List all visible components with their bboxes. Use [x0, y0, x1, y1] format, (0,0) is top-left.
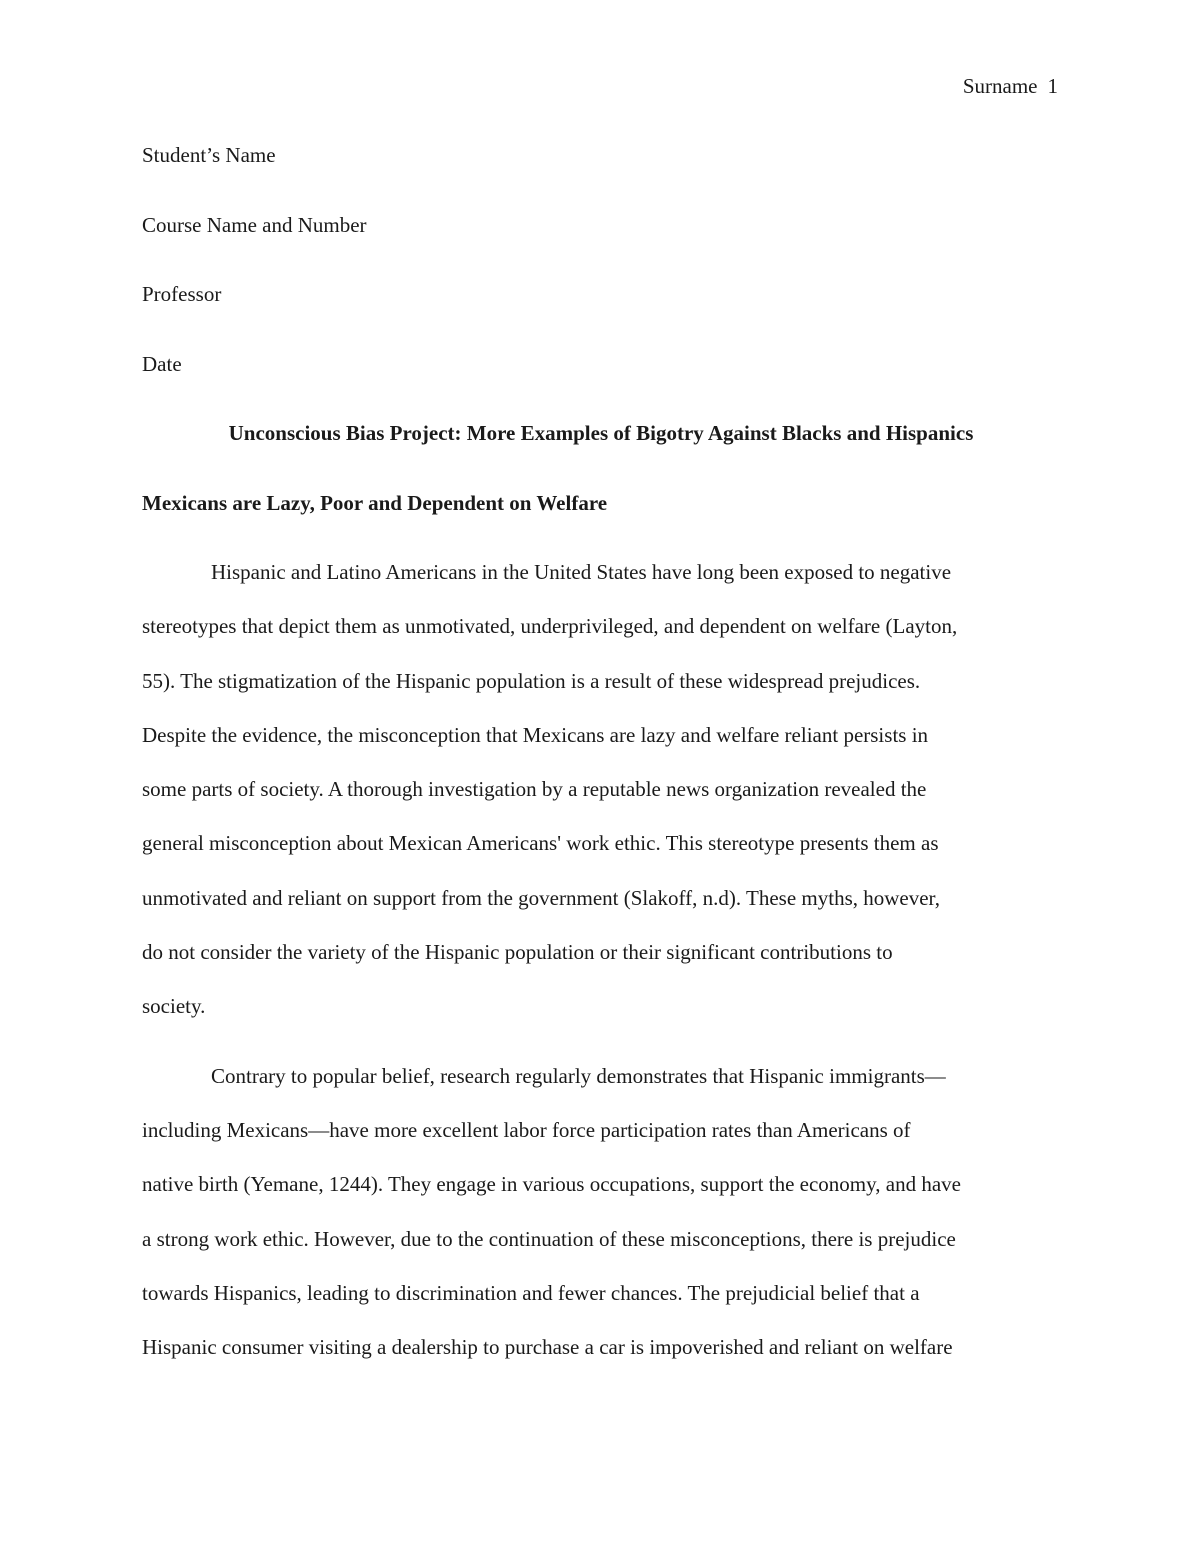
paragraph-line: including Mexicans—have more excellent labor force participation rates than Americans of	[142, 1117, 911, 1142]
paragraph-spacer	[142, 1047, 1060, 1062]
paragraph-2	[142, 1062, 1060, 1388]
paragraph-line: towards Hispanics, leading to discrimination and fewer chances. The prejudicial belief that a	[142, 1280, 920, 1305]
paragraph-line: do not consider the variety of the Hispanic population or their significant contributions to	[142, 940, 893, 965]
header-page-number: 1	[1047, 74, 1058, 98]
paragraph-line: stereotypes that depict them as unmotivated, underprivileged, and dependent on welfare (Layton,	[142, 614, 958, 639]
header-surname: Surname	[962, 74, 1038, 98]
student-name: Student’s Name	[142, 143, 276, 167]
paragraph-line: society.	[142, 994, 206, 1019]
paragraph-line: native birth (Yemane, 1244). They engage in various occupations, support the economy, and have	[142, 1172, 961, 1197]
paragraph-line: Contrary to popular belief, research regularly demonstrates that Hispanic immigrants—	[211, 1063, 946, 1088]
paragraph-line: a strong work ethic. However, due to the continuation of these misconceptions, there is prejudice	[142, 1226, 956, 1251]
course-name: Course Name and Number	[142, 212, 367, 237]
document-title: Unconscious Bias Project: More Examples of Bigotry Against Blacks and Hispanics	[228, 421, 974, 445]
paragraph-line: Hispanic and Latino Americans in the United States have long been exposed to negative	[211, 560, 952, 584]
paragraph-1	[142, 558, 1060, 1047]
running-header	[963, 72, 1058, 100]
paragraph-line: Despite the evidence, the misconception that Mexicans are lazy and welfare reliant persists in	[142, 722, 929, 747]
paragraph-line: 55). The stigmatization of the Hispanic population is a result of these widespread prejudices.	[142, 668, 921, 693]
section-heading: Mexicans are Lazy, Poor and Dependent on Welfare	[142, 490, 608, 515]
date-line: Date	[142, 351, 182, 376]
paragraph-line: unmotivated and reliant on support from the government (Slakoff, n.d). These myths, however,	[142, 885, 940, 910]
paragraph-line: Hispanic consumer visiting a dealership to purchase a car is impoverished and reliant on welfare	[142, 1335, 953, 1360]
document-body	[142, 141, 1060, 1387]
paragraph-line: general misconception about Mexican Americans' work ethic. This stereotype presents them as	[142, 831, 939, 856]
paragraph-line: some parts of society. A thorough investigation by a reputable news organization revealed the	[142, 777, 927, 802]
professor-name: Professor	[142, 282, 222, 306]
